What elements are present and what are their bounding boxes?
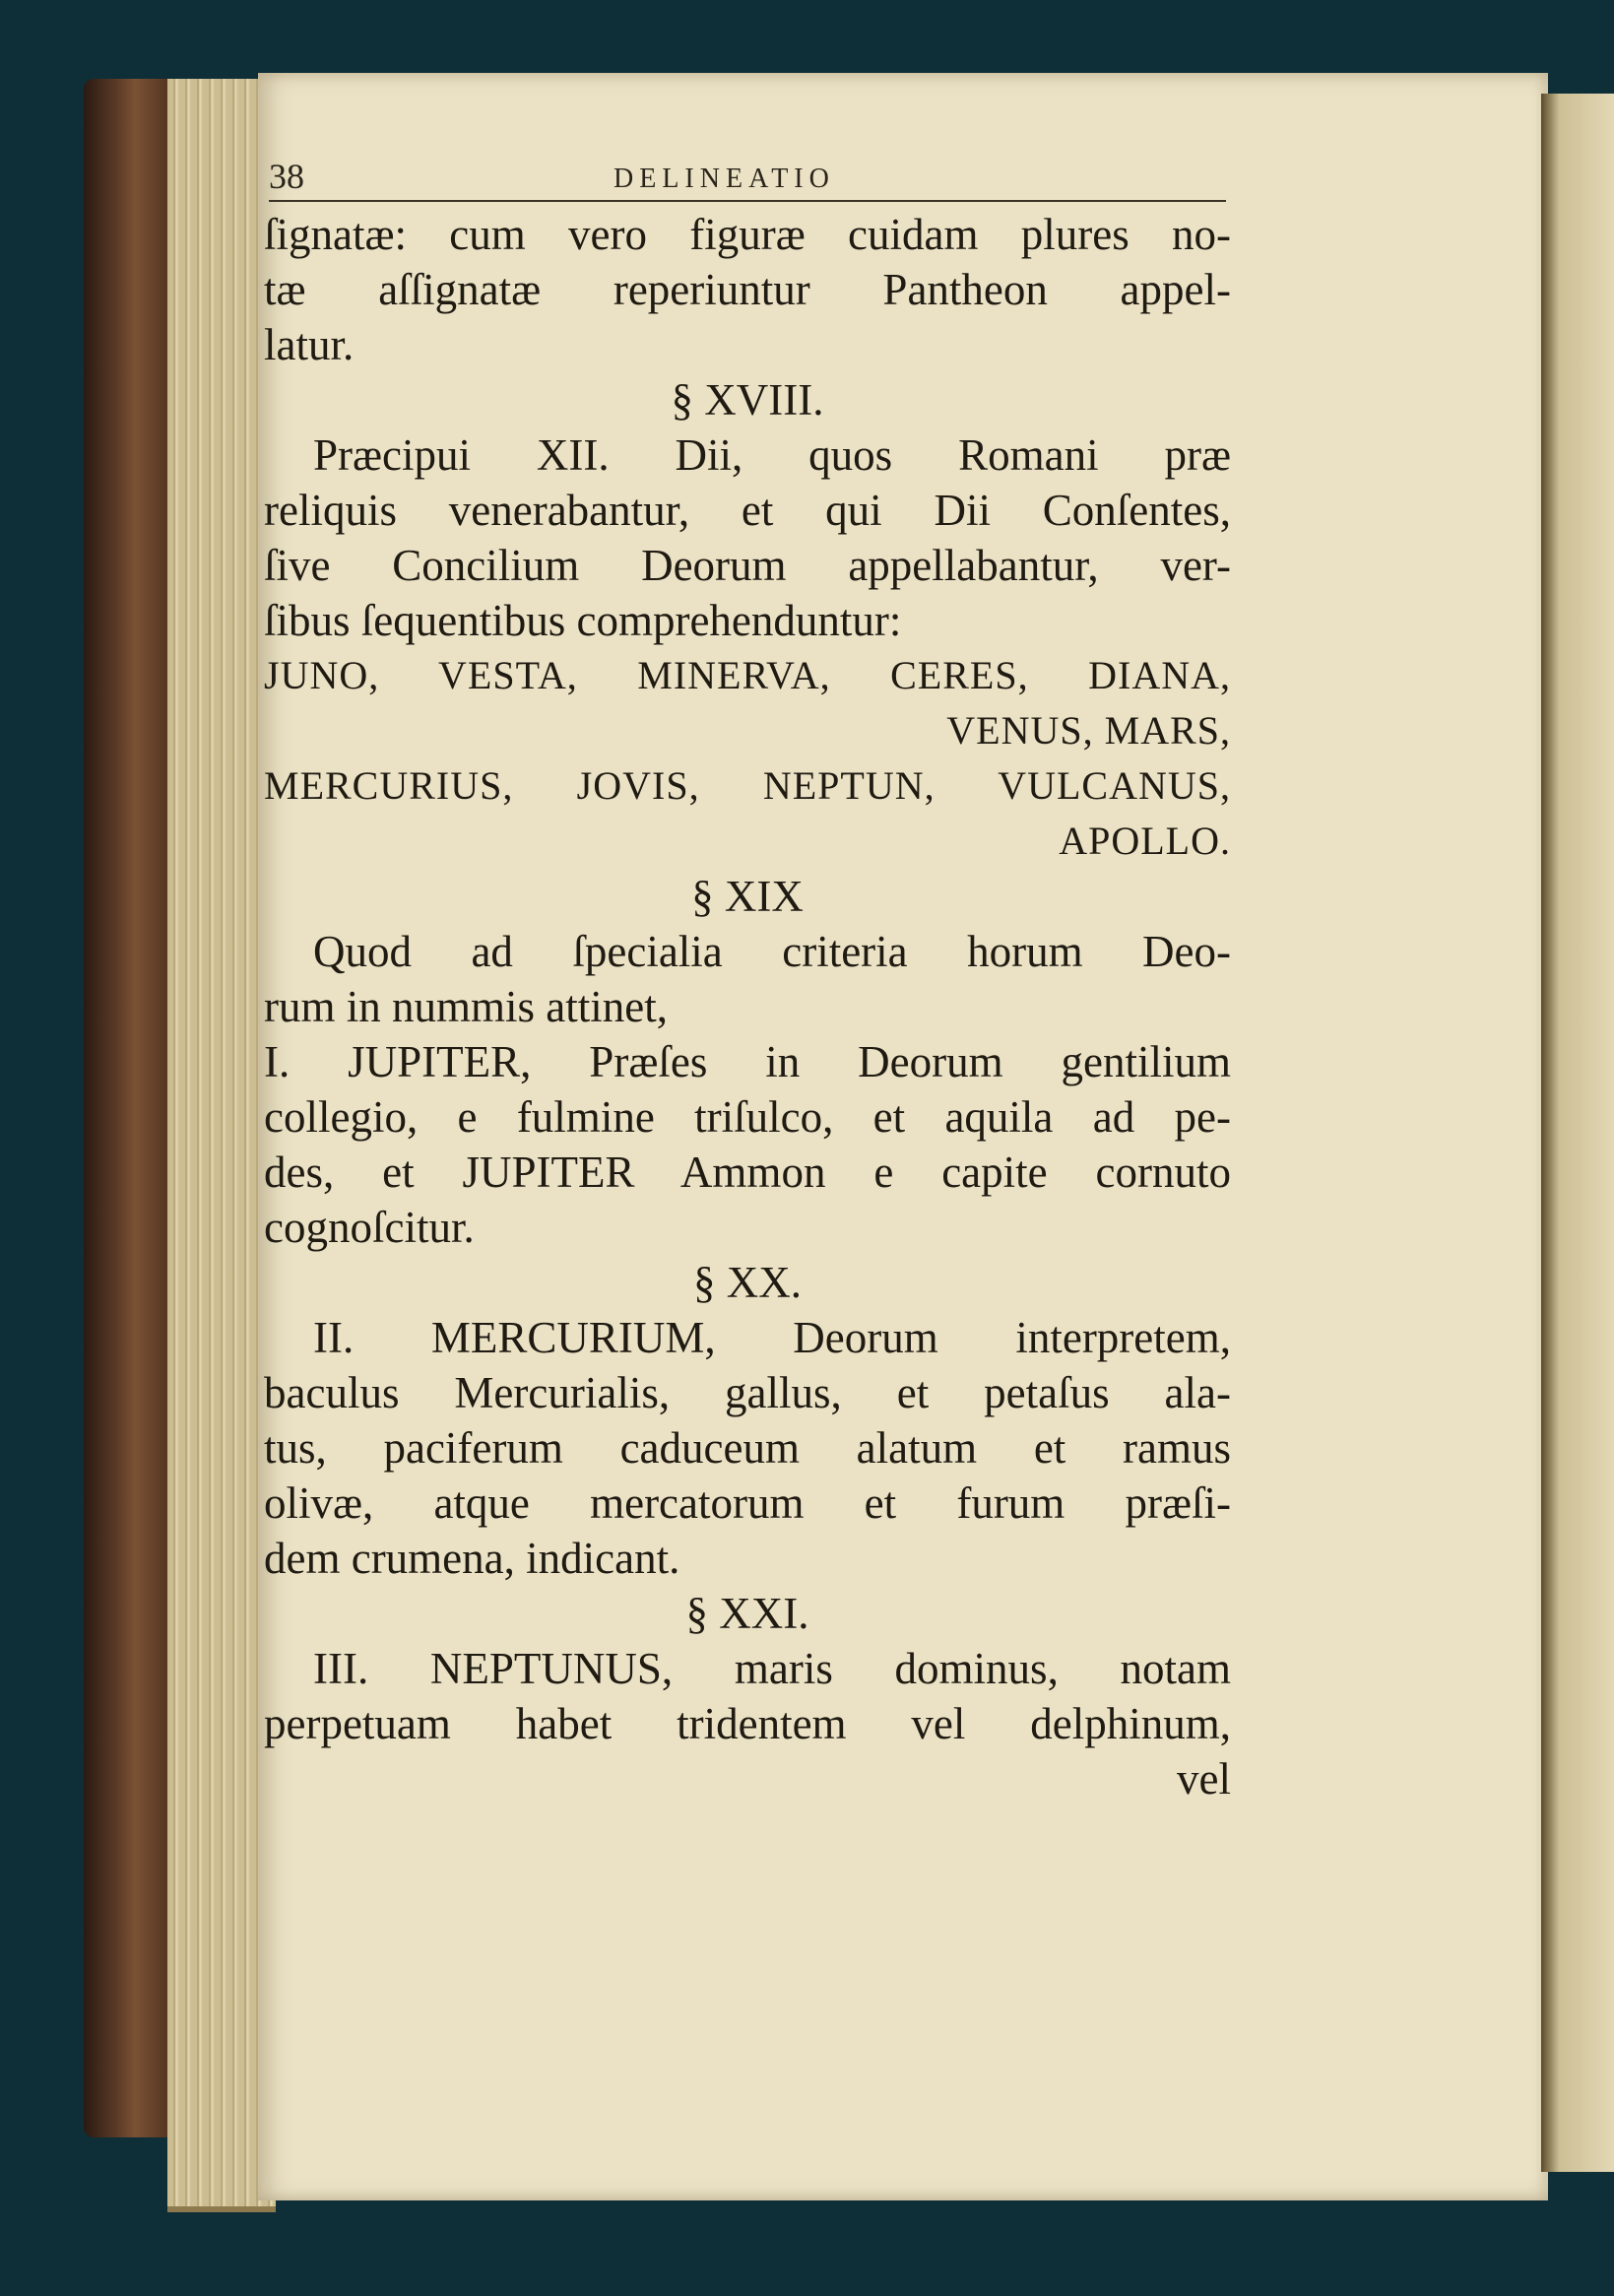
text-line: ſignatæ: cum vero figuræ cuidam plures no- <box>264 210 1231 259</box>
text-line: des, et JUPITER Ammon e capite cornuto <box>264 1148 1231 1197</box>
text-line: tæ aſſignatæ reperiuntur Pantheon appel- <box>264 265 1231 314</box>
book-spine <box>84 79 177 2137</box>
head-rule <box>269 200 1226 202</box>
running-head <box>269 156 1214 195</box>
page-number: 38 <box>269 157 304 196</box>
body-text <box>264 207 1231 1806</box>
text-line: cognoſcitur. <box>264 1203 475 1252</box>
text-line: ſibus ſequentibus comprehenduntur: <box>264 596 902 645</box>
running-title: DELINEATIO <box>613 164 835 194</box>
text-line: dem crumena, indicant. <box>264 1534 680 1583</box>
facing-page-edge <box>1541 94 1614 2172</box>
text-line: olivæ, atque mercatorum et furum præſi- <box>264 1478 1231 1528</box>
section-heading: § XIX <box>691 872 804 921</box>
section-heading: § XX. <box>693 1258 802 1307</box>
text-line: rum in nummis attinet, <box>264 982 668 1031</box>
verse-line: VENUS, MARS, <box>946 708 1231 753</box>
text-line: perpetuam habet tridentem vel delphinum, <box>264 1699 1231 1748</box>
verse-line: APOLLO. <box>1059 819 1231 863</box>
catchword: vel <box>1177 1754 1231 1804</box>
text-line: III. NEPTUNUS, maris dominus, notam <box>313 1644 1231 1693</box>
text-line: tus, paciferum caduceum alatum et ramus <box>264 1423 1231 1473</box>
section-heading: § XVIII. <box>671 375 824 425</box>
text-line: ſive Concilium Deorum appellabantur, ver- <box>264 541 1231 590</box>
text-line: Præcipui XII. Dii, quos Romani præ <box>313 430 1231 480</box>
text-line: latur. <box>264 320 355 369</box>
text-line: I. JUPITER, Præſes in Deorum gentilium <box>264 1037 1231 1086</box>
text-line: reliquis venerabantur, et qui Dii Conſentes, <box>264 486 1231 535</box>
verse-line: JUNO, VESTA, MINERVA, CERES, DIANA, <box>264 653 1231 697</box>
text-line: collegio, e fulmine triſulco, et aquila ad pe- <box>264 1092 1231 1142</box>
text-line: II. MERCURIUM, Deorum interpretem, <box>313 1313 1231 1362</box>
verse-line: MERCURIUS, JOVIS, NEPTUN, VULCANUS, <box>264 763 1231 808</box>
text-line: baculus Mercurialis, gallus, et petaſus ala- <box>264 1368 1231 1417</box>
text-line: Quod ad ſpecialia criteria horum Deo- <box>313 927 1231 976</box>
section-heading: § XXI. <box>685 1589 809 1638</box>
